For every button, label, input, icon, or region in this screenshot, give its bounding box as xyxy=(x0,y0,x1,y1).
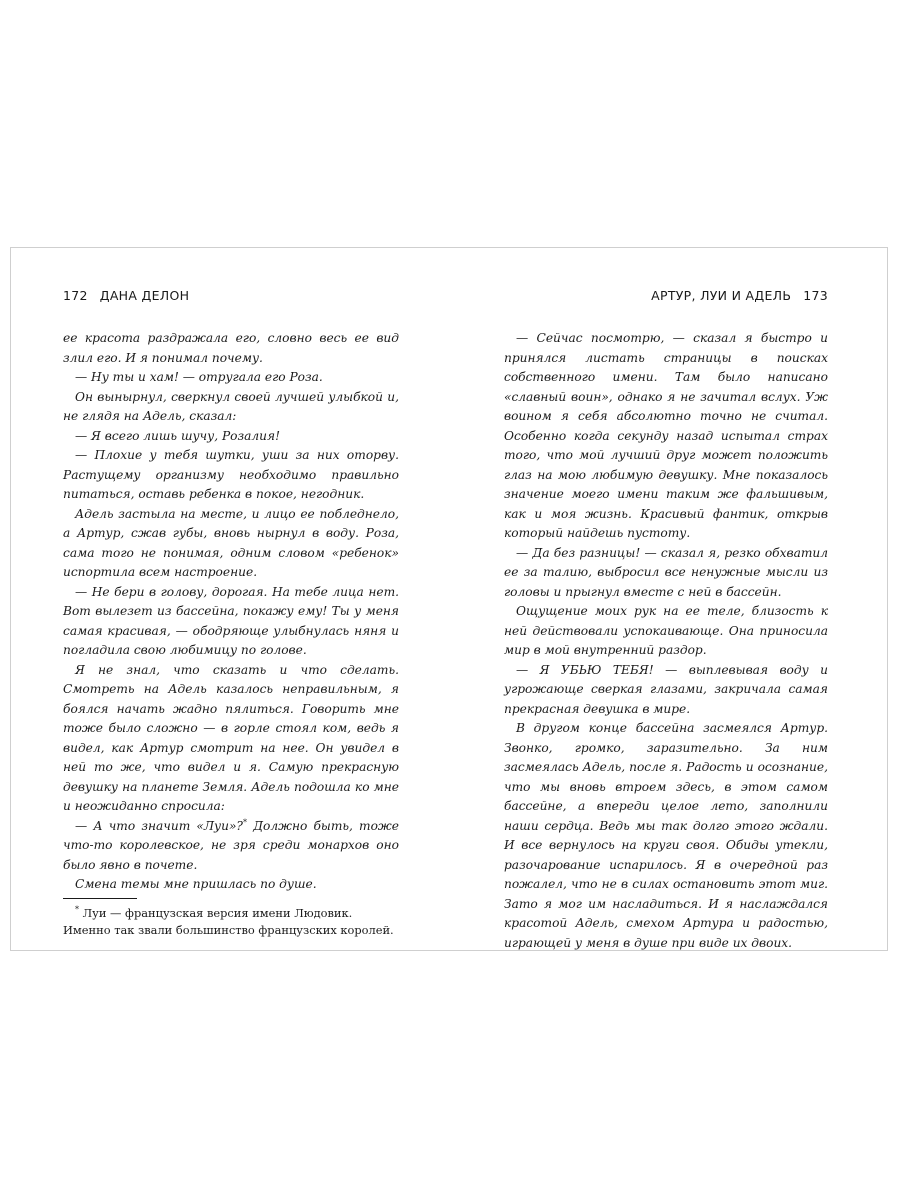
paragraph-with-footnote xyxy=(63,817,399,876)
right-page-number: 173 xyxy=(803,288,828,303)
right-running-head xyxy=(504,288,828,308)
paragraph: — Не бери в голову, дорогая. На тебе лица нет. Вот вылезет из бассейна, покажу ему! Ты у меня самая красивая, — ободряюще улыбнулась няня и погладила свою любимицу по голове. xyxy=(63,584,399,657)
paragraph: ее красота раздражала его, словно весь ее вид злил его. И я понимал почему. xyxy=(63,331,399,365)
footnote-rule xyxy=(63,898,137,899)
footnote xyxy=(63,905,399,939)
paragraph: Я не знал, что сказать и что сделать. Смотреть на Адель казалось неправильным, я боялся начать жадно пялиться. Говорить мне тоже было сложно — в горле стоял ком, ведь я видел, как Артур смотрит на нее. Он увидел в ней то же, что видел и я. Самую прекрасную девушку на планете Земля. Адель подошла ко мне и неожиданно спросила: xyxy=(63,662,399,813)
paragraph: — Ну ты и хам! — отругала его Роза. xyxy=(75,370,323,384)
paragraph: Он вынырнул, сверкнул своей лучшей улыбкой и, не глядя на Адель, сказал: xyxy=(63,389,399,423)
book-spread xyxy=(10,247,888,951)
right-running-title: АРТУР, ЛУИ И АДЕЛЬ xyxy=(651,288,792,303)
footnote-marker: * xyxy=(242,817,247,827)
left-running-title: ДАНА ДЕЛОН xyxy=(99,288,190,303)
paragraph: — Я УБЬЮ ТЕБЯ! — выплевывая воду и угрожающе сверкая глазами, закричала самая прекрасная девушка в мире. xyxy=(504,662,828,716)
left-page xyxy=(63,248,399,950)
footnote-marker: * xyxy=(75,904,79,914)
left-page-number: 172 xyxy=(63,288,88,303)
paragraph: В другом конце бассейна засмеялся Артур. Звонко, громко, заразительно. За ним засмеялась Адель, после я. Радость и осознание, что мы вновь втроем здесь, в этом самом бассейне, а впереди целое лето, заполнили наши сердца. Ведь мы так долго этого ждали. И все вернулось на круги своя. Обиды утекли, разочарование испарилось. Я в очередной раз пожалел, что не в силах остановить этот миг. Зато я мог им насладиться. И я наслаждался красотой Адель, смехом Артура и радостью, играющей у меня в душе при виде их двоих. xyxy=(504,721,828,950)
right-page-text xyxy=(504,329,828,953)
right-page xyxy=(504,248,828,950)
paragraph-text: — А что значит «Луи»? xyxy=(75,818,243,833)
paragraph-text: Должно быть, тоже что-то королевское, не зря среди монархов оно было явно в почете. xyxy=(63,818,399,872)
paragraph: Ощущение моих рук на ее теле, близость к ней действовали успокаивающе. Она приносила мир в мой внутренний раздор. xyxy=(504,604,828,657)
paragraph: — Плохие у тебя шутки, уши за них оторву. Растущему организму необходимо правильно питаться, оставь ребенка в покое, негодник. xyxy=(63,448,399,501)
footnote-text: Луи — французская версия имени Людовик. Именно так звали большинство французских королей. xyxy=(63,905,394,937)
paragraph: Смена темы мне пришлась по душе. xyxy=(75,877,317,891)
paragraph: — Я всего лишь шучу, Розалия! xyxy=(75,428,280,443)
paragraph: Адель застыла на месте, и лицо ее побледнело, а Артур, сжав губы, вновь нырнул в воду. Роза, сама того не понимая, одним словом «ребенок» испортила всем настроение. xyxy=(63,506,399,579)
paragraph: — Сейчас посмотрю, — сказал я быстро и принялся листать страницы в поисках собственного имени. Там было написано «славный воин», однако я не зачитал вслух. Уж воином я себя абсолютно точно не считал. Особенно когда секунду назад испытал страх того, что мой лучший друг может положить глаз на мою любимую девушку. Мне показалось значение моего имени таким же фальшивым, как и моя жизнь. Красивый фантик, открыв который найдешь пустоту. xyxy=(504,331,828,540)
left-page-text xyxy=(63,329,399,939)
paragraph: — Да без разницы! — сказал я, резко обхватил ее за талию, выбросил все ненужные мысли из головы и прыгнул вместе с ней в бассейн. xyxy=(504,545,828,599)
left-running-head xyxy=(63,288,399,308)
